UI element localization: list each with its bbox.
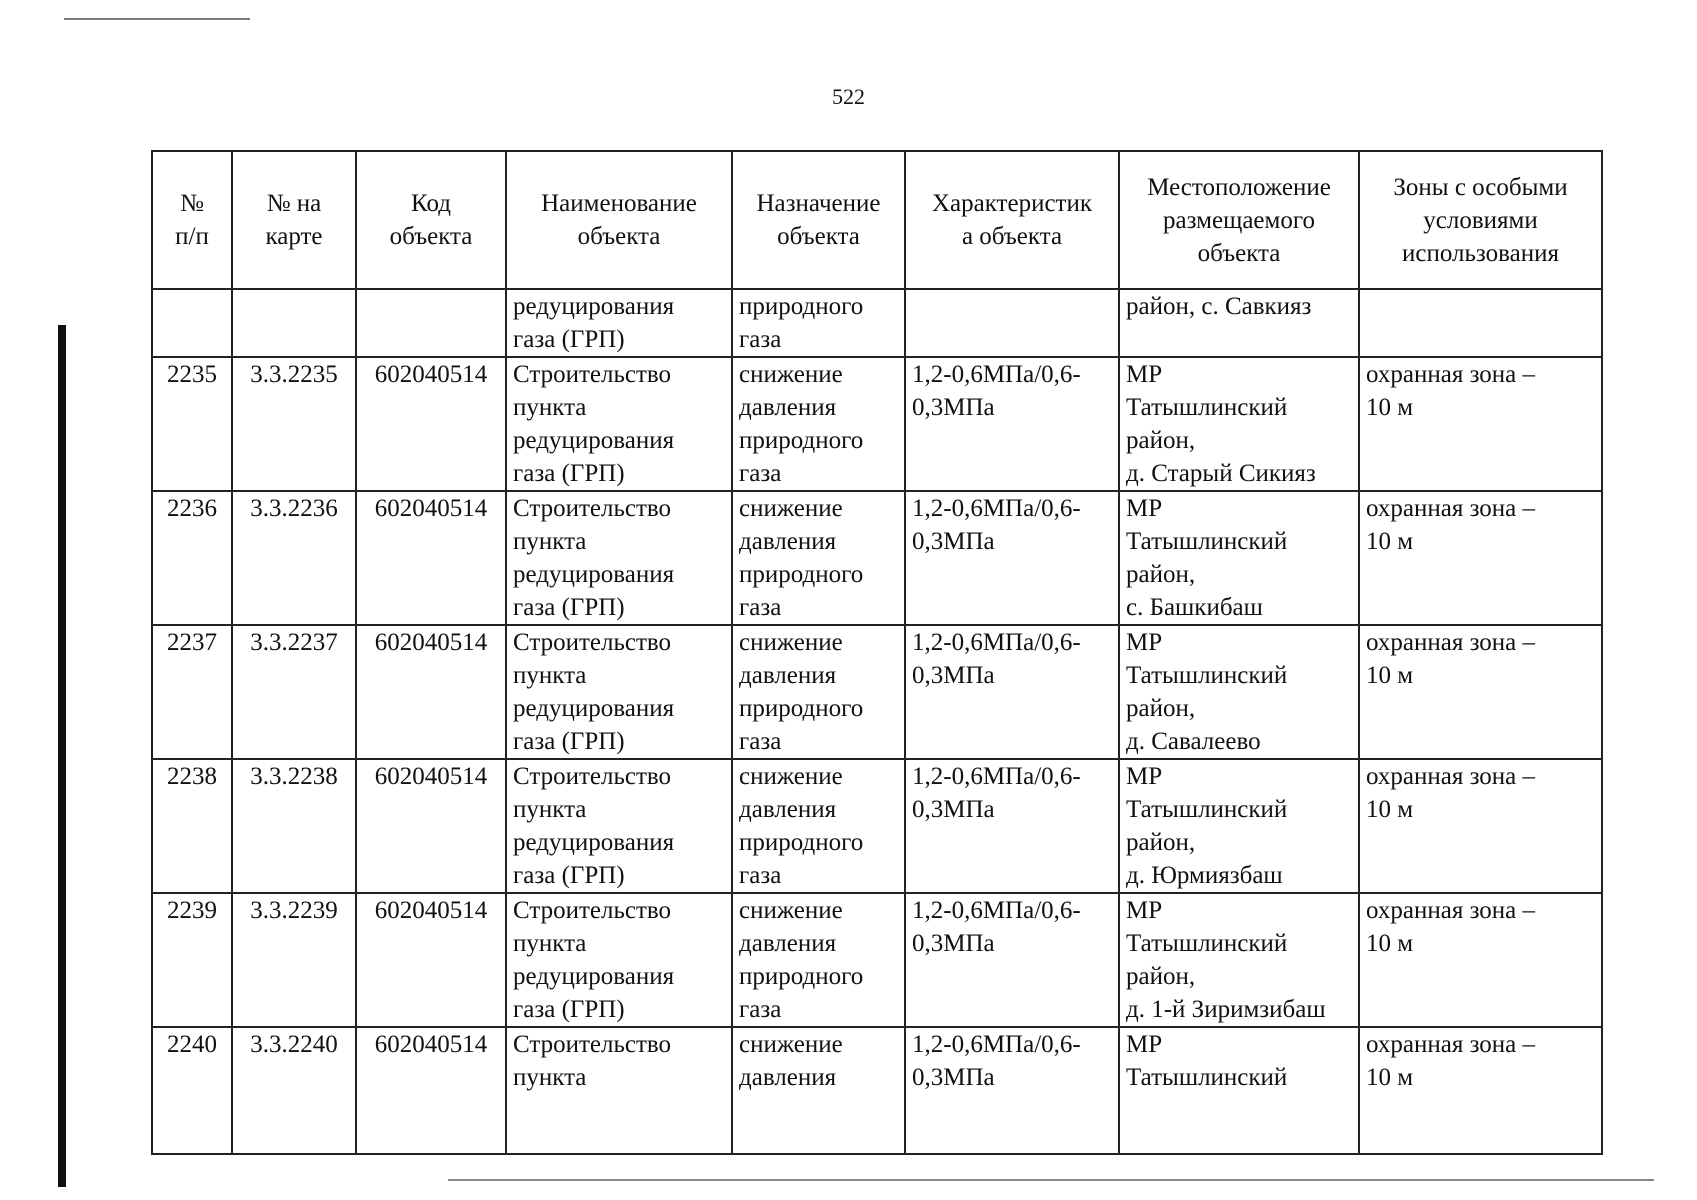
- cell-text-line: 10 м: [1366, 930, 1414, 957]
- cell-text-line: газа: [739, 996, 782, 1023]
- cell-text-line: газа (ГРП): [513, 996, 625, 1023]
- cell-location: [1119, 893, 1359, 1027]
- cell-text-line: 1,2-0,6МПа/0,6-: [912, 763, 1081, 790]
- cell-zones: [1359, 893, 1602, 1027]
- cell-num: [152, 491, 232, 625]
- cell-text-line: 10 м: [1366, 662, 1414, 689]
- cell-text-line: 1,2-0,6МПа/0,6-: [912, 1031, 1081, 1058]
- header-purpose: [732, 151, 905, 289]
- cell-purpose: [732, 759, 905, 893]
- cell-text-line: Татышлинский: [1126, 930, 1288, 957]
- cell-text-line: объекта: [577, 223, 661, 250]
- cell-text-line: пункта: [513, 394, 587, 421]
- table-row: [152, 759, 1602, 893]
- cell-text-line: район, с. Савкияз: [1126, 293, 1312, 320]
- cell-text-line: пункта: [513, 930, 587, 957]
- cell-code: [356, 289, 506, 357]
- cell-num: [152, 1027, 232, 1154]
- cell-text-line: снижение: [739, 1031, 843, 1058]
- cell-text-line: природного: [739, 695, 864, 722]
- table-row: [152, 491, 1602, 625]
- scan-edge-bar: [58, 325, 66, 1187]
- cell-location: [1119, 357, 1359, 491]
- cell-text-line: природного: [739, 561, 864, 588]
- cell-text-line: Назначение: [756, 190, 881, 217]
- cell-text-line: д. Савалеево: [1126, 728, 1261, 755]
- cell-spec: [905, 289, 1119, 357]
- cell-text-line: снижение: [739, 897, 843, 924]
- cell-text-line: 0,3МПа: [912, 662, 995, 689]
- cell-text-line: 2238: [167, 763, 217, 790]
- cell-text-line: газа: [739, 594, 782, 621]
- cell-text-line: Строительство: [513, 361, 672, 388]
- cell-purpose: [732, 625, 905, 759]
- cell-purpose: [732, 491, 905, 625]
- cell-zones: [1359, 1027, 1602, 1154]
- cell-name: [506, 1027, 732, 1154]
- cell-text-line: снижение: [739, 629, 843, 656]
- cell-spec: [905, 357, 1119, 491]
- cell-text-line: пункта: [513, 796, 587, 823]
- cell-text-line: Татышлинский: [1126, 662, 1288, 689]
- cell-num: [152, 289, 232, 357]
- cell-text-line: МР: [1126, 361, 1163, 388]
- cell-purpose: [732, 357, 905, 491]
- cell-text-line: МР: [1126, 763, 1163, 790]
- table-row: [152, 289, 1602, 357]
- cell-text-line: 3.3.2239: [250, 897, 338, 924]
- cell-text-line: пункта: [513, 1064, 587, 1091]
- cell-text-line: район,: [1126, 963, 1196, 990]
- cell-text-line: 1,2-0,6МПа/0,6-: [912, 629, 1081, 656]
- objects-table: [151, 150, 1603, 1155]
- cell-text-line: природного: [739, 963, 864, 990]
- cell-text-line: карте: [265, 223, 323, 250]
- cell-text-line: Татышлинский: [1126, 394, 1288, 421]
- cell-map: [232, 491, 356, 625]
- cell-map: [232, 893, 356, 1027]
- cell-spec: [905, 893, 1119, 1027]
- top-rule: [64, 18, 250, 20]
- header-location: [1119, 151, 1359, 289]
- cell-text-line: Код: [411, 190, 451, 217]
- cell-text-line: 10 м: [1366, 394, 1414, 421]
- cell-zones: [1359, 491, 1602, 625]
- cell-text-line: 1,2-0,6МПа/0,6-: [912, 495, 1081, 522]
- cell-text-line: 0,3МПа: [912, 528, 995, 555]
- cell-text-line: 602040514: [374, 495, 488, 522]
- cell-name: [506, 289, 732, 357]
- cell-text-line: 3.3.2237: [250, 629, 338, 656]
- cell-text-line: Характеристик: [931, 190, 1092, 217]
- table-header-row: [152, 151, 1602, 289]
- cell-text-line: 2237: [167, 629, 217, 656]
- header-zones: [1359, 151, 1602, 289]
- cell-code: [356, 357, 506, 491]
- cell-text-line: охранная зона –: [1366, 1031, 1536, 1058]
- cell-text-line: 0,3МПа: [912, 1064, 995, 1091]
- cell-text-line: редуцирования: [513, 561, 675, 588]
- cell-text-line: Татышлинский: [1126, 796, 1288, 823]
- cell-text-line: район,: [1126, 427, 1196, 454]
- table-row: [152, 893, 1602, 1027]
- cell-text-line: 3.3.2238: [250, 763, 338, 790]
- cell-num: [152, 625, 232, 759]
- cell-purpose: [732, 893, 905, 1027]
- cell-spec: [905, 491, 1119, 625]
- cell-text-line: 2235: [167, 361, 217, 388]
- cell-code: [356, 759, 506, 893]
- cell-text-line: Строительство: [513, 897, 672, 924]
- cell-text-line: природного: [739, 293, 864, 320]
- cell-name: [506, 625, 732, 759]
- cell-text-line: 2240: [167, 1031, 217, 1058]
- cell-code: [356, 1027, 506, 1154]
- cell-text-line: Татышлинский: [1126, 1064, 1288, 1091]
- cell-text-line: давления: [739, 796, 837, 823]
- cell-text-line: 10 м: [1366, 1064, 1414, 1091]
- cell-zones: [1359, 625, 1602, 759]
- header-num: [152, 151, 232, 289]
- cell-text-line: редуцирования: [513, 829, 675, 856]
- cell-zones: [1359, 289, 1602, 357]
- cell-text-line: 10 м: [1366, 796, 1414, 823]
- cell-text-line: МР: [1126, 897, 1163, 924]
- cell-text-line: условиями: [1423, 206, 1538, 234]
- cell-text-line: газа (ГРП): [513, 862, 625, 889]
- cell-text-line: 602040514: [374, 361, 488, 388]
- cell-text-line: а объекта: [961, 223, 1063, 250]
- cell-text-line: Строительство: [513, 629, 672, 656]
- cell-text-line: 3.3.2236: [250, 495, 338, 522]
- cell-text-line: район,: [1126, 695, 1196, 722]
- cell-text-line: природного: [739, 427, 864, 454]
- cell-code: [356, 893, 506, 1027]
- cell-text-line: 1,2-0,6МПа/0,6-: [912, 897, 1081, 924]
- header-name: [506, 151, 732, 289]
- table-row: [152, 625, 1602, 759]
- cell-text-line: 0,3МПа: [912, 796, 995, 823]
- cell-text-line: № на: [266, 190, 322, 217]
- bottom-rule: [448, 1179, 1654, 1181]
- cell-text-line: Строительство: [513, 495, 672, 522]
- cell-text-line: район,: [1126, 829, 1196, 856]
- cell-text-line: 3.3.2235: [250, 361, 338, 388]
- cell-spec: [905, 759, 1119, 893]
- cell-text-line: объекта: [389, 223, 473, 250]
- header-code: [356, 151, 506, 289]
- table-row: [152, 357, 1602, 491]
- cell-text-line: 602040514: [374, 897, 488, 924]
- cell-text-line: газа (ГРП): [513, 594, 625, 621]
- cell-text-line: газа (ГРП): [513, 728, 625, 755]
- cell-text-line: с. Башкибаш: [1126, 594, 1263, 621]
- cell-text-line: 602040514: [374, 1031, 488, 1058]
- cell-text-line: давления: [739, 662, 837, 689]
- cell-code: [356, 625, 506, 759]
- cell-text-line: Татышлинский: [1126, 528, 1288, 555]
- cell-name: [506, 759, 732, 893]
- cell-text-line: д. 1-й Зиримзибаш: [1126, 996, 1326, 1023]
- cell-text-line: снижение: [739, 361, 843, 388]
- cell-num: [152, 759, 232, 893]
- cell-text-line: газа: [739, 326, 782, 353]
- cell-spec: [905, 1027, 1119, 1154]
- cell-text-line: 602040514: [374, 629, 488, 656]
- cell-text-line: 2239: [167, 897, 217, 924]
- cell-text-line: газа: [739, 728, 782, 755]
- cell-text-line: 2236: [167, 495, 217, 522]
- cell-num: [152, 893, 232, 1027]
- cell-text-line: Строительство: [513, 1031, 672, 1058]
- cell-text-line: давления: [739, 528, 837, 555]
- cell-text-line: охранная зона –: [1366, 495, 1536, 522]
- cell-text-line: редуцирования: [513, 293, 675, 320]
- cell-text-line: природного: [739, 829, 864, 856]
- cell-text-line: охранная зона –: [1366, 361, 1536, 388]
- cell-text-line: объекта: [1197, 239, 1281, 267]
- cell-text-line: пункта: [513, 528, 587, 555]
- cell-location: [1119, 289, 1359, 357]
- header-map: [232, 151, 356, 289]
- cell-map: [232, 625, 356, 759]
- cell-text-line: газа: [739, 862, 782, 889]
- cell-text-line: давления: [739, 930, 837, 957]
- cell-name: [506, 893, 732, 1027]
- cell-location: [1119, 1027, 1359, 1154]
- cell-text-line: давления: [739, 1064, 837, 1091]
- cell-map: [232, 289, 356, 357]
- cell-purpose: [732, 289, 905, 357]
- cell-text-line: редуцирования: [513, 963, 675, 990]
- cell-text-line: МР: [1126, 1031, 1163, 1058]
- cell-text-line: №: [180, 190, 204, 217]
- cell-text-line: использования: [1402, 239, 1559, 267]
- cell-text-line: 1,2-0,6МПа/0,6-: [912, 361, 1081, 388]
- cell-text-line: газа: [739, 460, 782, 487]
- cell-text-line: 0,3МПа: [912, 930, 995, 957]
- cell-text-line: размещаемого: [1163, 206, 1315, 234]
- cell-map: [232, 357, 356, 491]
- cell-name: [506, 357, 732, 491]
- header-spec: [905, 151, 1119, 289]
- cell-text-line: д. Старый Сикияз: [1126, 460, 1316, 487]
- cell-text-line: д. Юрмиязбаш: [1126, 862, 1283, 889]
- cell-map: [232, 759, 356, 893]
- cell-name: [506, 491, 732, 625]
- cell-location: [1119, 759, 1359, 893]
- cell-text-line: 602040514: [374, 763, 488, 790]
- table-body: [152, 289, 1602, 1154]
- cell-zones: [1359, 357, 1602, 491]
- cell-spec: [905, 625, 1119, 759]
- cell-code: [356, 491, 506, 625]
- cell-text-line: охранная зона –: [1366, 629, 1536, 656]
- cell-text-line: Строительство: [513, 763, 672, 790]
- cell-text-line: пункта: [513, 662, 587, 689]
- cell-text-line: объекта: [777, 223, 860, 250]
- cell-text-line: охранная зона –: [1366, 763, 1536, 790]
- cell-text-line: п/п: [175, 223, 209, 250]
- cell-text-line: 3.3.2240: [250, 1031, 338, 1058]
- cell-text-line: МР: [1126, 629, 1163, 656]
- cell-text-line: снижение: [739, 495, 843, 522]
- cell-text-line: газа (ГРП): [513, 460, 625, 487]
- cell-text-line: 10 м: [1366, 528, 1414, 555]
- cell-num: [152, 357, 232, 491]
- cell-text-line: редуцирования: [513, 695, 675, 722]
- cell-text-line: газа (ГРП): [513, 326, 625, 353]
- cell-zones: [1359, 759, 1602, 893]
- cell-text-line: охранная зона –: [1366, 897, 1536, 924]
- table-row: [152, 1027, 1602, 1154]
- cell-text-line: Зоны с особыми: [1393, 173, 1568, 201]
- cell-location: [1119, 491, 1359, 625]
- cell-location: [1119, 625, 1359, 759]
- cell-purpose: [732, 1027, 905, 1154]
- cell-text-line: Местоположение: [1147, 173, 1331, 201]
- page-number: 522: [832, 84, 865, 109]
- cell-text-line: МР: [1126, 495, 1163, 522]
- cell-text-line: Наименование: [541, 190, 697, 217]
- cell-text-line: давления: [739, 394, 837, 421]
- cell-text-line: 0,3МПа: [912, 394, 995, 421]
- cell-text-line: снижение: [739, 763, 843, 790]
- cell-text-line: редуцирования: [513, 427, 675, 454]
- cell-text-line: район,: [1126, 561, 1196, 588]
- cell-map: [232, 1027, 356, 1154]
